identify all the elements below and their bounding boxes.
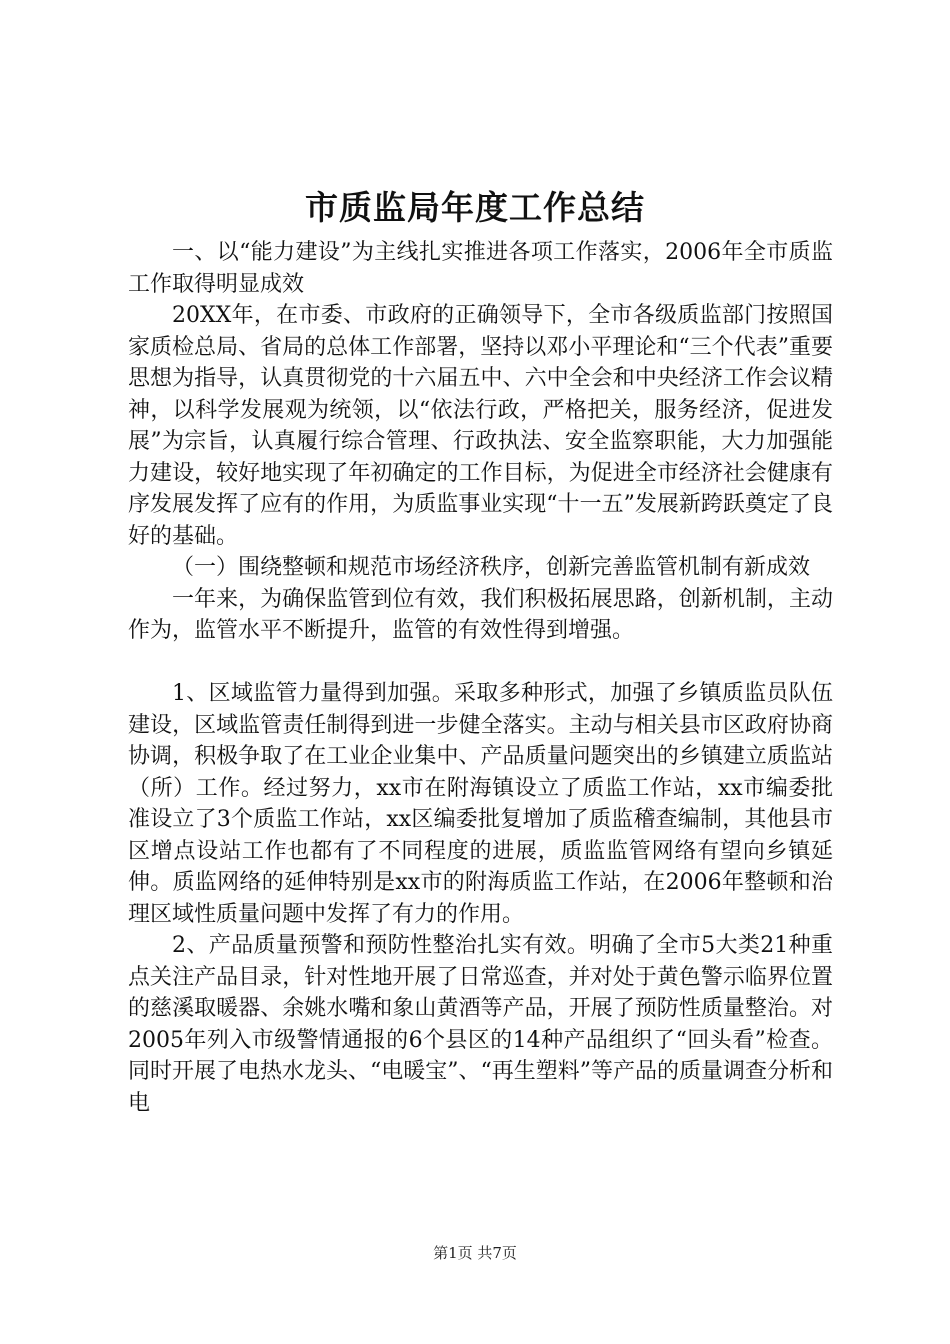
body-paragraph-overview: 20XX年，在市委、市政府的正确领导下，全市各级质监部门按照国家质检总局、省局的总体工作部署，坚持以邓小平理论和“三个代表”重要思想为指导，认真贯彻党的十六届五中、六中全会和中央经济工作会议精神，以科学发展观为统领，以“依法行政，严格把关，服务经济，促进发展”为宗旨，认真履行综合管理、行政执法、安全监察职能，大力加强能力建设，较好地实现了年初确定的工作目标，为促进全市经济社会健康有序发展发挥了应有的作用，为质监事业实现“十一五”发展新跨跃奠定了良好的基础。 [128, 303, 833, 549]
body-paragraph-intro: 一年来，为确保监管到位有效，我们积极拓展思路，创新机制，主动作为，监管水平不断提升，监管的有效性得到增强。 [128, 586, 833, 643]
page-footer: 第1页 共7页 [433, 1244, 517, 1262]
subsection-heading-1: （一）围绕整顿和规范市场经济秩序，创新完善监管机制有新成效 [172, 555, 811, 580]
document-title: 市质监局年度工作总结 [305, 188, 645, 227]
body-paragraph-item-2: 2、产品质量预警和预防性整治扎实有效。明确了全市5大类21种重点关注产品目录，针对性地开展了日常巡查，并对处于黄色警示临界位置的慈溪取暖器、余姚水嘴和象山黄酒等产品，开展了预防性质量整治。对2005年列入市级警情通报的6个县区的14种产品组织了“回头看”检查。同时开展了电热水龙头、“电暖宝”、“再生塑料”等产品的质量调查分析和电 [128, 933, 833, 1116]
body-paragraph-item-1: 1、区域监管力量得到加强。采取多种形式，加强了乡镇质监员队伍建设，区域监管责任制得到进一步健全落实。主动与相关县市区政府协商协调，积极争取了在工业企业集中、产品质量问题突出的乡镇建立质监站（所）工作。经过努力，xx市在附海镇设立了质监工作站，xx市编委批准设立了3个质监工作站，xx区编委批复增加了质监稽查编制，其他县市区增点设站工作也都有了不同程度的进展，质监监管网络有望向乡镇延伸。质监网络的延伸特别是xx市的附海质监工作站，在2006年整顿和治理区域性质量问题中发挥了有力的作用。 [128, 681, 833, 927]
document-body [128, 237, 833, 1119]
section-heading-1: 一、以“能力建设”为主线扎实推进各项工作落实，2006年全市质监工作取得明显成效 [128, 240, 833, 297]
